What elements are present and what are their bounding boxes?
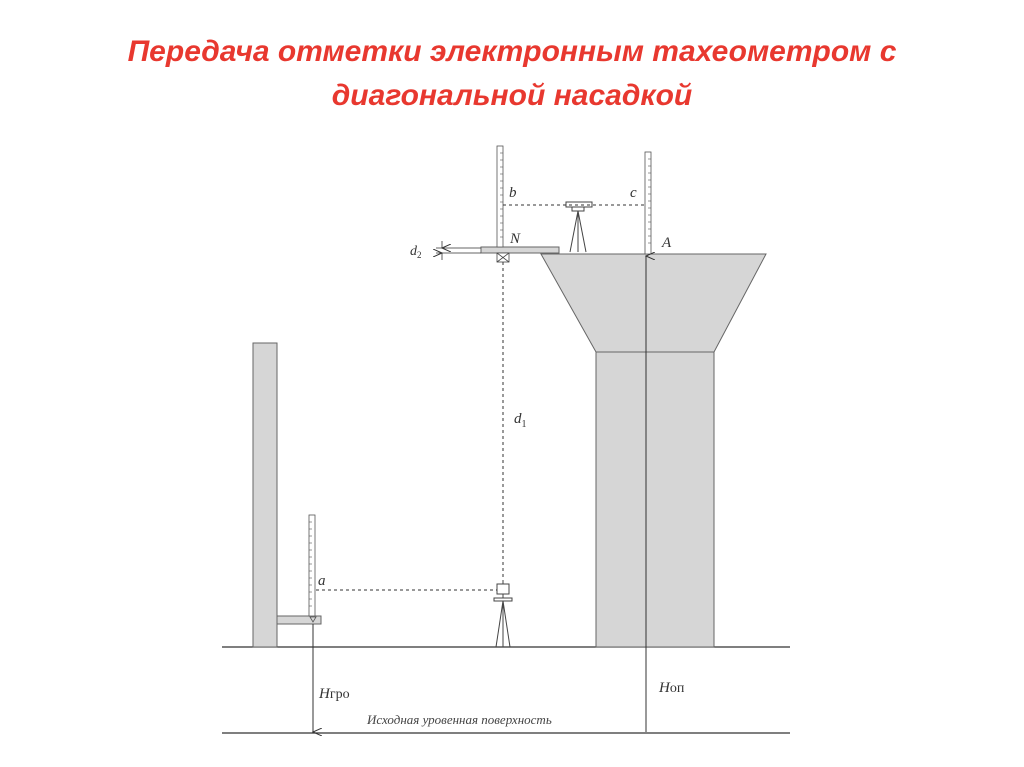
label-b: b bbox=[509, 185, 517, 201]
support-funnel bbox=[541, 254, 766, 352]
label-h-op bbox=[658, 680, 685, 696]
label-h-gro bbox=[318, 686, 350, 702]
label-N: N bbox=[510, 231, 521, 247]
label-d1-letter: d bbox=[514, 411, 522, 427]
upper-left-staff bbox=[497, 146, 503, 247]
label-h-op-subscript: оп bbox=[669, 681, 685, 696]
prism-marker bbox=[497, 253, 509, 262]
label-d1 bbox=[514, 411, 527, 430]
d2-dimension bbox=[436, 241, 481, 260]
upper-level-instrument bbox=[566, 202, 592, 252]
left-wall bbox=[253, 343, 277, 647]
base-surface-caption: Исходная уровенная поверхность bbox=[367, 712, 552, 727]
title-line-1: Передача отметки электронным тахеометром с bbox=[127, 35, 897, 68]
label-d2-letter: d bbox=[410, 244, 417, 259]
label-d2 bbox=[410, 244, 422, 260]
label-d1-subscript: 1 bbox=[521, 419, 527, 430]
label-h-op-letter: H bbox=[659, 680, 670, 696]
label-h-gro-letter: H bbox=[319, 686, 330, 702]
label-h-gro-subscript: гро bbox=[329, 687, 350, 702]
upper-plate bbox=[481, 247, 559, 253]
label-A: A bbox=[662, 235, 672, 251]
title-line-2: диагональной насадкой bbox=[331, 79, 693, 112]
right-staff bbox=[645, 152, 651, 254]
label-c: c bbox=[630, 185, 637, 201]
support-shaft bbox=[596, 352, 714, 647]
label-a: a bbox=[318, 573, 326, 589]
label-d2-subscript: 2 bbox=[417, 250, 422, 260]
left-staff bbox=[309, 515, 315, 616]
